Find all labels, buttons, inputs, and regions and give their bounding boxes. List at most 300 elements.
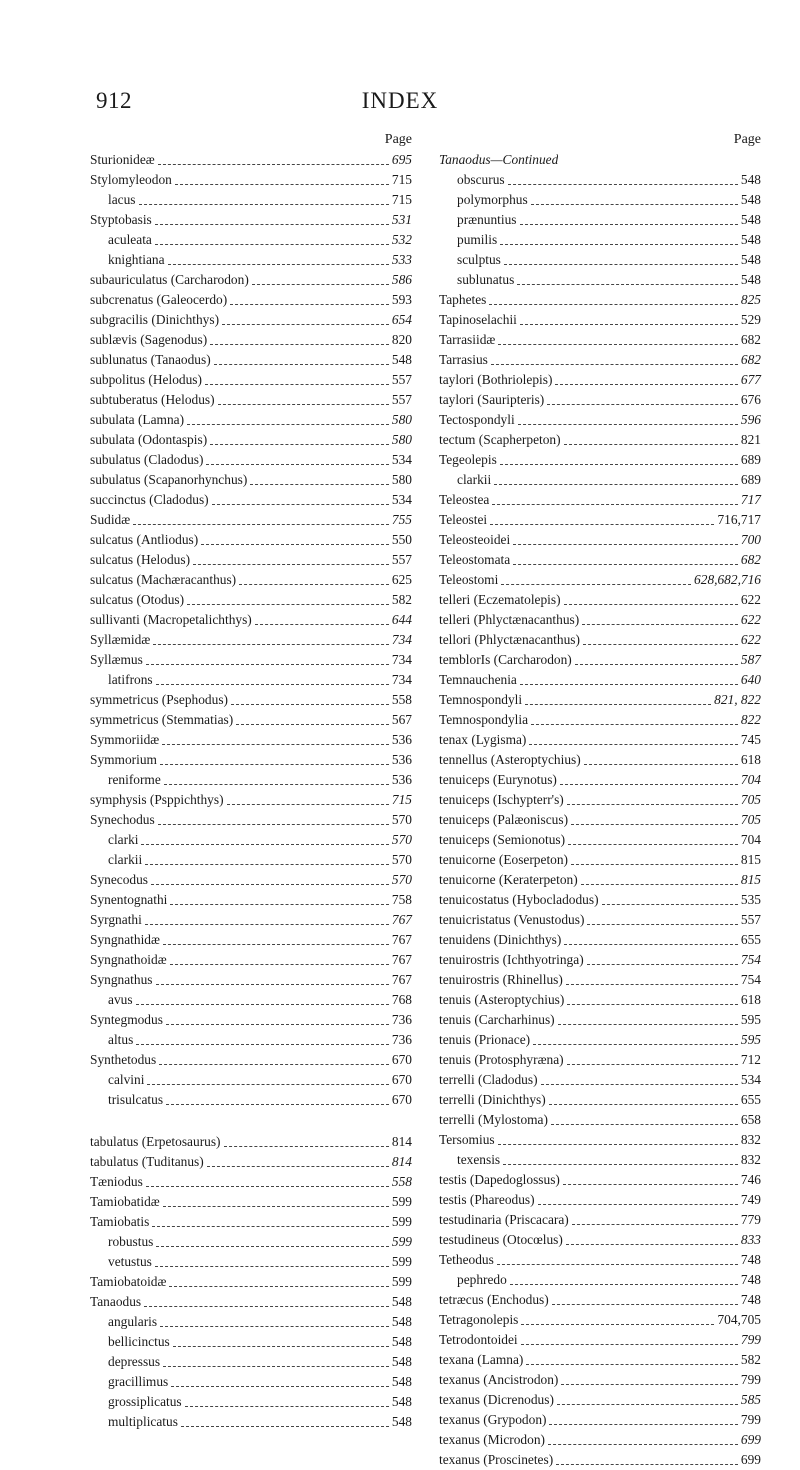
- dot-leader: [541, 1084, 738, 1085]
- entry-page: 548: [391, 1394, 412, 1409]
- entry-name: clarkii: [108, 852, 143, 867]
- index-entry: [439, 650, 761, 670]
- entry-page: 548: [391, 1354, 412, 1369]
- entry-page: 833: [740, 1232, 761, 1247]
- index-entry: [439, 1070, 761, 1090]
- entry-name: texensis: [457, 1152, 501, 1167]
- dot-leader: [529, 744, 738, 745]
- entry-page: 622: [740, 592, 761, 607]
- index-entry: [439, 670, 761, 690]
- dot-leader: [227, 804, 389, 805]
- dot-leader: [497, 1264, 738, 1265]
- entry-name: sublunatus (Tanaodus): [90, 352, 211, 367]
- continuation-heading: Tanaodus—Continued: [439, 152, 559, 167]
- index-entry: [90, 670, 412, 690]
- index-entry: [439, 870, 761, 890]
- entry-name: texana (Lamna): [439, 1352, 524, 1367]
- index-entry: [90, 790, 412, 810]
- dot-leader: [169, 1286, 388, 1287]
- entry-page: 715: [391, 192, 412, 207]
- entry-name: Syngnathoidæ: [90, 952, 167, 967]
- index-entry: [439, 370, 761, 390]
- dot-leader: [144, 1306, 389, 1307]
- column-heading-right: Page: [733, 132, 761, 147]
- entry-name: multiplicatus: [108, 1414, 178, 1429]
- dot-leader: [163, 944, 389, 945]
- entry-name: gracillimus: [108, 1374, 169, 1389]
- index-entry: [90, 1212, 412, 1232]
- entry-page: 779: [740, 1212, 761, 1227]
- entry-name: tabulatus (Tuditanus): [90, 1154, 204, 1169]
- entry-name: Teleostea: [439, 492, 490, 507]
- index-entry: [90, 510, 412, 530]
- entry-name: Tarrasiidæ: [439, 332, 496, 347]
- entry-page: 677: [740, 372, 761, 387]
- index-column-left: [90, 130, 412, 1432]
- entry-page: 712: [740, 1052, 761, 1067]
- dot-leader: [581, 884, 738, 885]
- entry-page: 548: [740, 212, 761, 227]
- entry-name: Temnauchenia: [439, 672, 517, 687]
- entry-name: Sturionideæ: [90, 152, 155, 167]
- dot-leader: [160, 1326, 389, 1327]
- index-entry: [90, 570, 412, 590]
- entry-page: 704: [740, 832, 761, 847]
- entry-page: 548: [740, 272, 761, 287]
- entry-name: texanus (Dicrenodus): [439, 1392, 554, 1407]
- dot-leader: [510, 1284, 738, 1285]
- entry-page: 599: [391, 1194, 412, 1209]
- entry-name: tenuis (Asteroptychius): [439, 992, 565, 1007]
- entry-page: 799: [740, 1332, 761, 1347]
- entry-name: trisulcatus: [108, 1092, 164, 1107]
- entry-page: 640: [740, 672, 761, 687]
- index-entry: [90, 650, 412, 670]
- entry-name: tenuiceps (Palæoniscus): [439, 812, 569, 827]
- entry-name: robustus: [108, 1234, 154, 1249]
- dot-leader: [163, 1366, 389, 1367]
- entry-name: Teleostomi: [439, 572, 499, 587]
- dot-leader: [250, 484, 389, 485]
- dot-leader: [531, 724, 738, 725]
- entry-page: 815: [740, 852, 761, 867]
- dot-leader: [156, 1246, 389, 1247]
- dot-leader: [533, 1044, 738, 1045]
- dot-leader: [520, 684, 738, 685]
- dot-leader: [139, 204, 389, 205]
- entry-page: 655: [740, 1092, 761, 1107]
- dot-leader: [584, 764, 738, 765]
- entry-page: 570: [391, 812, 412, 827]
- entry-page: 531: [391, 212, 412, 227]
- entry-name: tellori (Phlyctænacanthus): [439, 632, 580, 647]
- dot-leader: [239, 584, 389, 585]
- index-entry: [90, 1010, 412, 1030]
- entry-page: 548: [391, 1334, 412, 1349]
- entry-name: texanus (Grypodon): [439, 1412, 547, 1427]
- dot-leader: [492, 504, 738, 505]
- entry-name: Synentognathi: [90, 892, 168, 907]
- dot-leader: [146, 1186, 389, 1187]
- index-entry: [439, 290, 761, 310]
- entry-page: 716,717: [717, 512, 761, 527]
- index-entry: [439, 1010, 761, 1030]
- entry-page: 745: [740, 732, 761, 747]
- dot-leader: [526, 1364, 738, 1365]
- entry-page: 529: [740, 312, 761, 327]
- dot-leader: [171, 1386, 389, 1387]
- entry-page: 736: [391, 1012, 412, 1027]
- index-entry: [439, 1410, 761, 1430]
- entry-page: 536: [391, 772, 412, 787]
- entry-name: tenuidens (Dinichthys): [439, 932, 562, 947]
- index-entry: [439, 970, 761, 990]
- entry-name: tenuis (Prionace): [439, 1032, 531, 1047]
- index-entry: [90, 310, 412, 330]
- entry-page: 814: [391, 1154, 412, 1169]
- entry-page: 534: [391, 492, 412, 507]
- index-entry: [439, 830, 761, 850]
- entry-page: 755: [391, 512, 412, 527]
- entry-name: pephredo: [457, 1272, 507, 1287]
- entry-name: obscurus: [457, 172, 505, 187]
- index-entry: [90, 750, 412, 770]
- dot-leader: [549, 1104, 738, 1105]
- entry-name: Tapinoselachii: [439, 312, 517, 327]
- entry-page: 622: [740, 632, 761, 647]
- index-entry: [90, 630, 412, 650]
- index-entry: [439, 1390, 761, 1410]
- index-entry: [439, 1190, 761, 1210]
- index-entry: [439, 250, 761, 270]
- dot-leader: [175, 184, 389, 185]
- index-entry: [90, 850, 412, 870]
- dot-leader: [193, 564, 389, 565]
- dot-leader: [602, 904, 738, 905]
- entry-page: 670: [391, 1072, 412, 1087]
- entry-page: 599: [391, 1214, 412, 1229]
- index-entry: [439, 750, 761, 770]
- index-entry: [439, 930, 761, 950]
- dot-leader: [162, 744, 389, 745]
- entry-name: Temnospondyli: [439, 692, 523, 707]
- dot-leader: [212, 504, 389, 505]
- index-entry: [90, 230, 412, 250]
- index-entry: [90, 530, 412, 550]
- index-entry: [90, 190, 412, 210]
- index-entry: [439, 270, 761, 290]
- entry-page: 580: [391, 412, 412, 427]
- dot-leader: [501, 584, 691, 585]
- dot-leader: [582, 624, 738, 625]
- entry-page: 821, 822: [714, 692, 761, 707]
- dot-leader: [156, 684, 389, 685]
- dot-leader: [494, 484, 738, 485]
- entry-name: terrelli (Cladodus): [439, 1072, 538, 1087]
- entry-name: subauriculatus (Carcharodon): [90, 272, 249, 287]
- entry-page: 689: [740, 472, 761, 487]
- entry-page: 799: [740, 1412, 761, 1427]
- entry-name: symphysis (Psppichthys): [90, 792, 224, 807]
- entry-page: 534: [740, 1072, 761, 1087]
- entry-page: 557: [391, 392, 412, 407]
- entry-page: 557: [391, 552, 412, 567]
- entry-name: Tamiobatidæ: [90, 1194, 160, 1209]
- index-entry: [439, 330, 761, 350]
- dot-leader: [538, 1204, 738, 1205]
- dot-leader: [525, 704, 711, 705]
- index-entry: [90, 990, 412, 1010]
- entry-name: texanus (Ancistrodon): [439, 1372, 559, 1387]
- index-entry: [439, 950, 761, 970]
- index-entry: [90, 270, 412, 290]
- entry-name: tenuicorne (Keraterpeton): [439, 872, 578, 887]
- index-entry: [90, 1192, 412, 1212]
- entry-page: 699: [740, 1432, 761, 1447]
- index-entry: [439, 410, 761, 430]
- entry-page: 536: [391, 732, 412, 747]
- dot-leader: [205, 384, 389, 385]
- entry-name: Taphetes: [439, 292, 487, 307]
- entry-page: 548: [740, 172, 761, 187]
- dot-leader: [571, 824, 738, 825]
- entry-page: 644: [391, 612, 412, 627]
- index-entry: [90, 350, 412, 370]
- index-entry: [90, 250, 412, 270]
- dot-leader: [568, 844, 738, 845]
- entry-name: testudinaria (Priscacara): [439, 1212, 569, 1227]
- entry-name: Sudidæ: [90, 512, 131, 527]
- index-entry: [90, 470, 412, 490]
- entry-page: 768: [391, 992, 412, 1007]
- entry-page: 689: [740, 452, 761, 467]
- index-entry: [439, 530, 761, 550]
- dot-leader: [566, 984, 738, 985]
- entry-page: 599: [391, 1254, 412, 1269]
- index-entry: [439, 490, 761, 510]
- entry-name: tenuirostris (Rhinellus): [439, 972, 563, 987]
- index-entry: [90, 970, 412, 990]
- index-entry: [90, 170, 412, 190]
- entry-page: 580: [391, 432, 412, 447]
- entry-name: subtuberatus (Helodus): [90, 392, 215, 407]
- index-entry: [439, 430, 761, 450]
- entry-page: 535: [740, 892, 761, 907]
- index-entry: [439, 1290, 761, 1310]
- entry-name: testis (Phareodus): [439, 1192, 535, 1207]
- entry-page: 596: [740, 412, 761, 427]
- entry-page: 532: [391, 232, 412, 247]
- entry-name: Stylomyleodon: [90, 172, 172, 187]
- index-entry: [439, 1250, 761, 1270]
- dot-leader: [518, 424, 738, 425]
- dot-leader: [156, 984, 389, 985]
- index-entry: [439, 610, 761, 630]
- entry-name: Symmorium: [90, 752, 157, 767]
- entry-name: tabulatus (Erpetosaurus): [90, 1134, 221, 1149]
- index-entry: [439, 1170, 761, 1190]
- dot-leader: [164, 784, 389, 785]
- entry-page: 676: [740, 392, 761, 407]
- index-entry: [90, 210, 412, 230]
- index-entry: [439, 1050, 761, 1070]
- dot-leader: [231, 704, 389, 705]
- entry-page: 758: [391, 892, 412, 907]
- dot-leader: [520, 324, 738, 325]
- dot-leader: [170, 964, 389, 965]
- entry-name: Syllæmidæ: [90, 632, 151, 647]
- dot-leader: [489, 304, 738, 305]
- entry-name: angularis: [108, 1314, 158, 1329]
- entry-page: 682: [740, 552, 761, 567]
- entry-name: telleri (Eczematolepis): [439, 592, 561, 607]
- entry-page: 557: [740, 912, 761, 927]
- entry-page: 815: [740, 872, 761, 887]
- entry-name: tetræcus (Enchodus): [439, 1292, 549, 1307]
- index-entry: [439, 570, 761, 590]
- index-entry: [439, 710, 761, 730]
- index-entry: [439, 190, 761, 210]
- entry-name: sublunatus: [457, 272, 515, 287]
- entry-name: Tamiobatis: [90, 1214, 150, 1229]
- dot-leader: [498, 344, 738, 345]
- entry-page: 767: [391, 912, 412, 927]
- index-entry: [439, 550, 761, 570]
- index-entry: [439, 350, 761, 370]
- index-entry: [90, 490, 412, 510]
- entry-name: tenuis (Protosphyræna): [439, 1052, 564, 1067]
- index-entry: [439, 310, 761, 330]
- entry-page: 704: [740, 772, 761, 787]
- entry-name: lacus: [108, 192, 136, 207]
- entry-page: 586: [391, 272, 412, 287]
- dot-leader: [158, 824, 389, 825]
- index-entry: [90, 410, 412, 430]
- entry-name: Syrgnathi: [90, 912, 142, 927]
- entry-name: telleri (Phlyctænacanthus): [439, 612, 580, 627]
- entry-name: aculeata: [108, 232, 152, 247]
- dot-leader: [155, 244, 389, 245]
- entry-page: 767: [391, 932, 412, 947]
- entry-name: Synecodus: [90, 872, 149, 887]
- index-entry: [90, 1352, 412, 1372]
- dot-leader: [517, 284, 738, 285]
- index-entry: [439, 590, 761, 610]
- entry-page: 814: [391, 1134, 412, 1149]
- entry-name: symmetricus (Stemmatias): [90, 712, 234, 727]
- entry-name: sculptus: [457, 252, 501, 267]
- entry-name: clarki: [108, 832, 139, 847]
- entry-name: Tetragonolepis: [439, 1312, 519, 1327]
- index-entry: [90, 1132, 412, 1152]
- index-entry: [90, 1312, 412, 1332]
- dot-leader: [147, 1084, 388, 1085]
- entry-name: subcrenatus (Galeocerdo): [90, 292, 228, 307]
- index-entry: [439, 690, 761, 710]
- page-number: 912: [96, 88, 132, 113]
- entry-name: Synechodus: [90, 812, 155, 827]
- dot-leader: [170, 904, 389, 905]
- index-entry: [439, 390, 761, 410]
- entry-name: calvini: [108, 1072, 145, 1087]
- index-entry: [439, 810, 761, 830]
- index-entry: [439, 470, 761, 490]
- dot-leader: [145, 864, 389, 865]
- dot-leader: [187, 604, 389, 605]
- entry-page: 548: [391, 352, 412, 367]
- entry-name: tenuiceps (Eurynotus): [439, 772, 557, 787]
- dot-leader: [166, 1104, 389, 1105]
- entry-page: 754: [740, 972, 761, 987]
- entry-name: tenuirostris (Ichthyotringa): [439, 952, 584, 967]
- dot-leader: [145, 924, 389, 925]
- entry-page: 587: [740, 652, 761, 667]
- index-entry: [90, 930, 412, 950]
- dot-leader: [255, 624, 389, 625]
- index-entry: [90, 150, 412, 170]
- index-entries-left: [90, 150, 412, 1432]
- index-entry: [439, 1090, 761, 1110]
- entry-page: 557: [391, 372, 412, 387]
- entry-name: sullivanti (Macropetalichthys): [90, 612, 252, 627]
- index-entry: [439, 450, 761, 470]
- entry-page: 618: [740, 752, 761, 767]
- index-entry: [439, 910, 761, 930]
- entry-name: Tersomius: [439, 1132, 495, 1147]
- index-entry: [90, 1050, 412, 1070]
- entry-page: 534: [391, 452, 412, 467]
- entry-page: 820: [391, 332, 412, 347]
- dot-leader: [513, 544, 738, 545]
- entry-name: sublævis (Sagenodus): [90, 332, 208, 347]
- page-header: [0, 88, 800, 118]
- entry-page: 734: [391, 672, 412, 687]
- index-entry: [90, 770, 412, 790]
- index-entry: [90, 1332, 412, 1352]
- entry-page: 550: [391, 532, 412, 547]
- entry-page: 717: [740, 492, 761, 507]
- entry-name: tennellus (Asteroptychius): [439, 752, 581, 767]
- index-entry: [439, 630, 761, 650]
- entry-page: 715: [391, 172, 412, 187]
- entry-page: 832: [740, 1152, 761, 1167]
- entry-page: 599: [391, 1234, 412, 1249]
- entry-name: Tegeolepis: [439, 452, 497, 467]
- dot-leader: [587, 924, 737, 925]
- entry-name: tenuiceps (Semionotus): [439, 832, 566, 847]
- entry-page: 704,705: [717, 1312, 761, 1327]
- dot-leader: [521, 1324, 714, 1325]
- entry-name: Teleosteoidei: [439, 532, 511, 547]
- index-entry: [90, 330, 412, 350]
- dot-leader: [564, 944, 738, 945]
- dot-leader: [552, 1304, 738, 1305]
- entry-name: bellicinctus: [108, 1334, 170, 1349]
- entry-name: subulatus (Scapanorhynchus): [90, 472, 248, 487]
- index-entry: [90, 1070, 412, 1090]
- index-entry: [90, 1252, 412, 1272]
- dot-leader: [571, 864, 738, 865]
- dot-leader: [548, 1444, 738, 1445]
- entry-page: 700: [740, 532, 761, 547]
- entry-page: 585: [740, 1392, 761, 1407]
- entry-page: 654: [391, 312, 412, 327]
- entry-page: 736: [391, 1032, 412, 1047]
- index-entries-right: [439, 170, 761, 1470]
- index-entry: [439, 1270, 761, 1290]
- entry-page: 767: [391, 952, 412, 967]
- dot-leader: [531, 204, 738, 205]
